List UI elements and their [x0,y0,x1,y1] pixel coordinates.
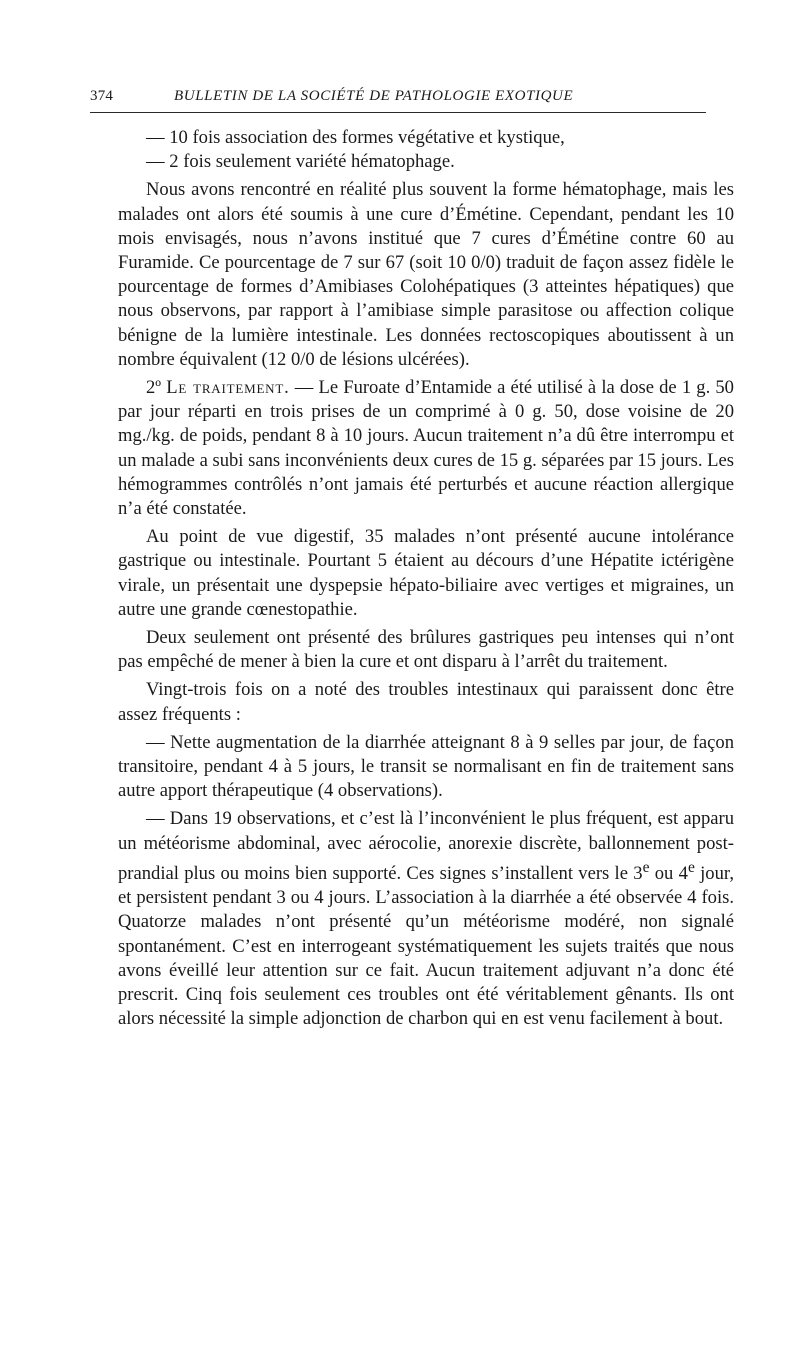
paragraph: Nous avons rencontré en réalité plus souvent la forme hématophage, mais les malades ont alors été soumis à une cure d’Émétine. Cependant, pendant les 10 mois envisagés, nous n’avons institué que 7 cures d’Émétine contre 60 au Furamide. Ce pourcentage de 7 sur 67 (soit 10 0/0) traduit de façon assez fidèle le pourcentage de formes d’Amibiases Colohépatiques (3 atteintes hépatiques) que nous observons, par rapport à l’amibiase simple parasitose ou affection colique bénigne de la lumière intestinale. Les données rectoscopiques aboutissent à un nombre équivalent (12 0/0 de lésions ulcérées). [118,179,734,370]
paragraph-text: — Le Furoate d’Entamide a été utilisé à la dose de 1 g. 50 par jour réparti en trois prises de un comprimé à 0 g. 50, dose voisine de 20 mg./kg. de poids, pendant 8 à 10 jours. Aucun traitement n’a dû être interrompu et un malade a subi sans inconvénients deux cures de 15 g. séparées par 15 jours. Les hémogrammes contrôlés n’ont jamais été perturbés et aucune réaction allergique n’a été constatée. [118,377,734,520]
paragraph [118,376,734,521]
paragraph [118,807,734,1031]
list-item: — 2 fois seulement variété hématophage. [146,151,455,173]
paragraph: Deux seulement ont présenté des brûlures gastriques peu intenses qui n’ont pas empêché de mener à bien la cure et ont disparu à l’arrêt du traitement. [118,627,734,673]
page-number: 374 [90,88,114,104]
paragraph-text: ou 4 [649,863,688,885]
superscript: e [687,858,695,876]
section-title: Le traitement. [166,377,290,399]
section-number: 2º [146,377,162,399]
paragraph: — Nette augmentation de la diarrhée atteignant 8 à 9 selles par jour, de façon transitoire, pendant 4 à 5 jours, le transit se normalisant en fin de traitement sans autre apport thérapeutique (4 observations). [118,731,734,802]
superscript: e [642,858,650,876]
running-head: BULLETIN DE LA SOCIÉTÉ DE PATHOLOGIE EXOTIQUE [174,88,574,104]
list-item: — 10 fois association des formes végétative et kystique, [146,127,565,148]
body-text [118,126,734,1036]
paragraph-text: — Dans 19 observations, et c’est là l’inconvénient le plus fréquent, est apparu un météorisme abdominal, avec aérocolie, anorexie discrète, ballonnement post-prandial plus ou moins bien supporté. Ces signes s’installent vers le 3 [118,808,734,885]
paragraph-text: jour, et persistent pendant 3 ou 4 jours. L’association à la diarrhée a été observée 4 fois. Quatorze malades n’ont présenté qu’un météorisme modéré, non signalé spontanément. C’est en interrogeant systématiquement les sujets traités que nous avons éveillé leur attention sur ce fait. Aucun traitement adjuvant n’a donc été prescrit. Cinq fois seulement ces troubles ont été véritablement gênants. Ils ont alors nécessité la simple adjonction de charbon qui en est venu facilement à bout. [118,863,734,1030]
paragraph: Au point de vue digestif, 35 malades n’ont présenté aucune intolérance gastrique ou intestinale. Pourtant 5 étaient au décours d’une Hépatite ictérigène virale, un présentait une dyspepsie hépato-biliaire avec vertiges et migraines, un autre une grande cœnestopathie. [118,526,734,620]
paragraph: Vingt-trois fois on a noté des troubles intestinaux qui paraissent donc être assez fréquents : [118,679,734,725]
page-header [90,84,706,113]
